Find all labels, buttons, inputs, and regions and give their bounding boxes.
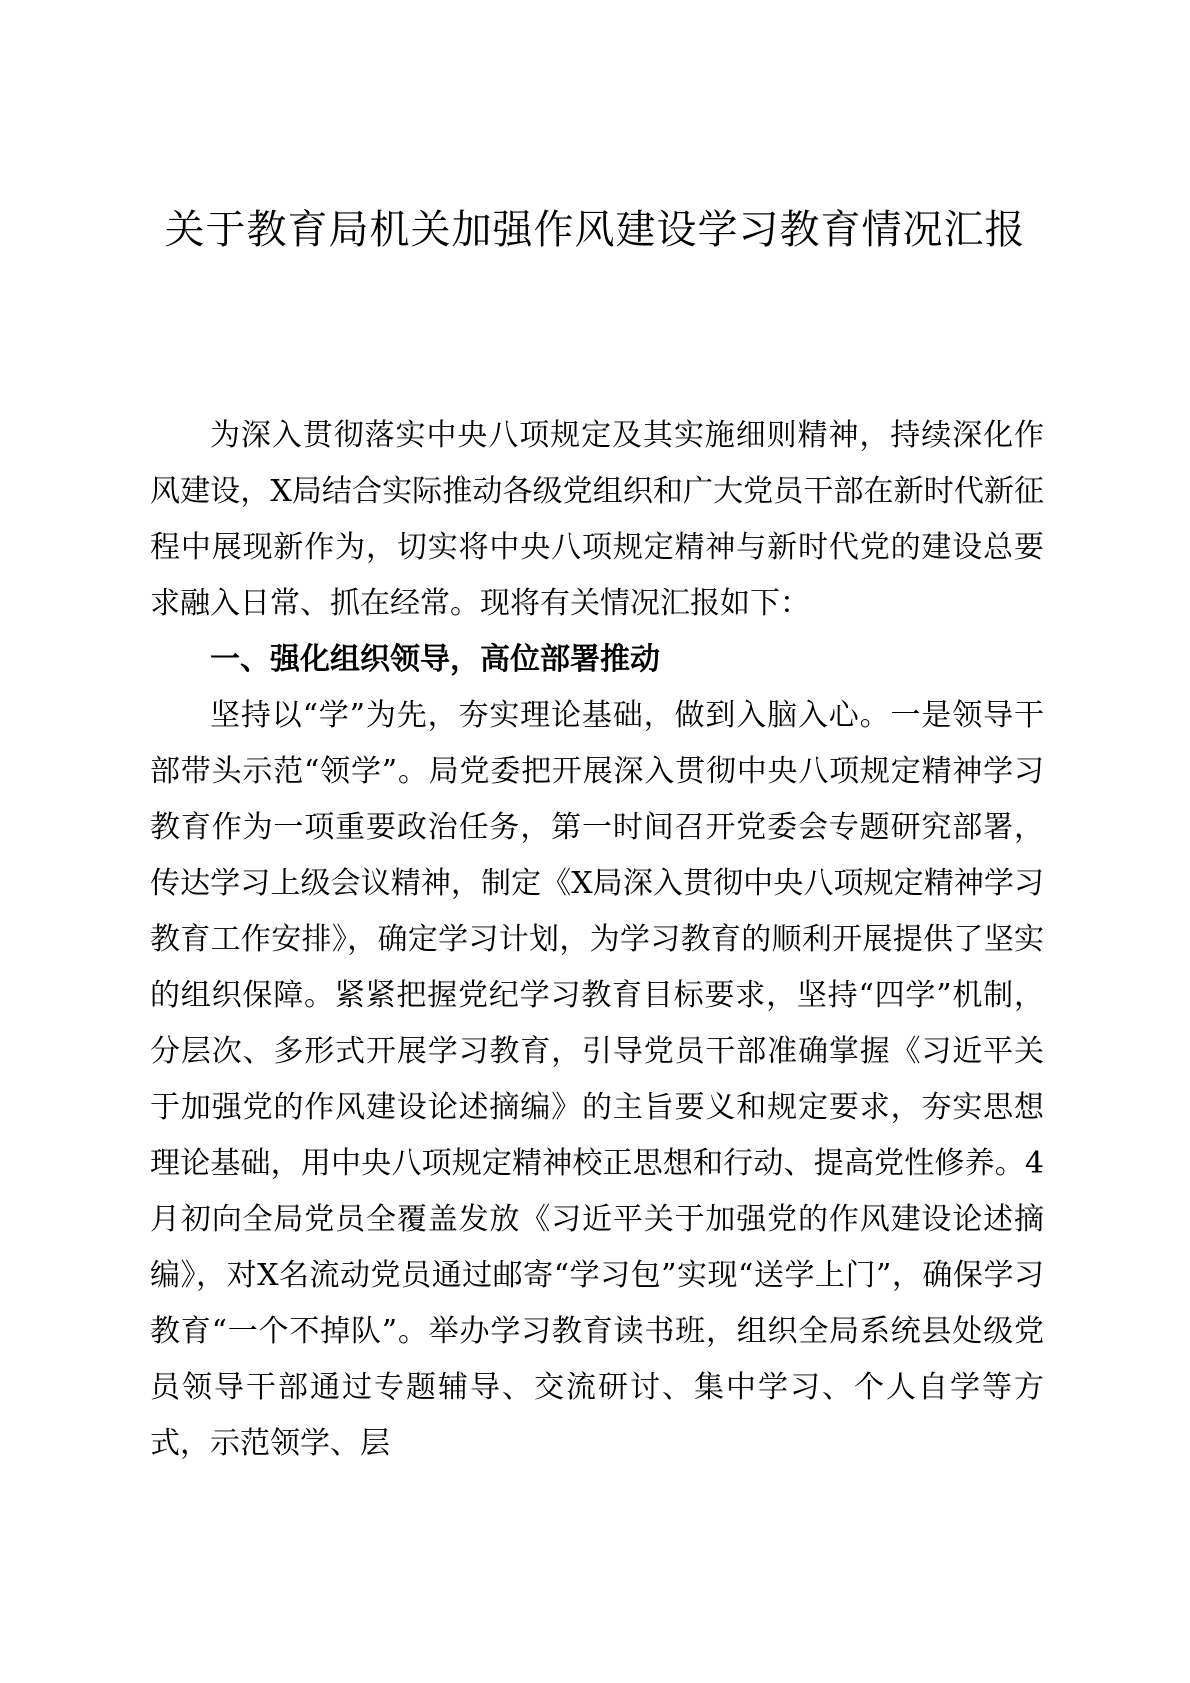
intro-paragraph: 为深入贯彻落实中央八项规定及其实施细则精神，持续深化作风建设，X局结合实际推动各级党组织和广大党员干部在新时代新征程中展现新作为，切实将中央八项规定精神与新时代党的建设总要求融入日常、抓在经常。现将有关情况汇报如下： xyxy=(150,418,1044,621)
document-body xyxy=(150,408,1044,1472)
document-title: 关于教育局机关加强作风建设学习教育情况汇报 xyxy=(164,207,1026,253)
section-paragraph: 坚持以“学”为先，夯实理论基础，做到入脑入心。一是领导干部带头示范“领学”。局党委把开展深入贯彻中央八项规定精神学习教育作为一项重要政治任务，第一时间召开党委会专题研究部署，传达学习上级会议精神，制定《X局深入贯彻中央八项规定精神学习教育工作安排》，确定学习计划，为学习教育的顺利开展提供了坚实的组织保障。紧紧把握党纪学习教育目标要求，坚持“四学”机制，分层次、多形式开展学习教育，引导党员干部准确掌握《习近平关于加强党的作风建设论述摘编》的主旨要义和规定要求，夯实思想理论基础，用中央八项规定精神校正思想和行动、提高党性修养。4月初向全局党员全覆盖发放《习近平关于加强党的作风建设论述摘编》，对X名流动党员通过邮寄“学习包”实现“送学上门”，确保学习教育“一个不掉队”。举办学习教育读书班，组织全局系统县处级党员领导干部通过专题辅导、交流研讨、集中学习、个人自学等方式，示范领学、层 xyxy=(150,698,1044,1461)
section-heading: 一、强化组织领导，高位部署推动 xyxy=(210,642,660,677)
